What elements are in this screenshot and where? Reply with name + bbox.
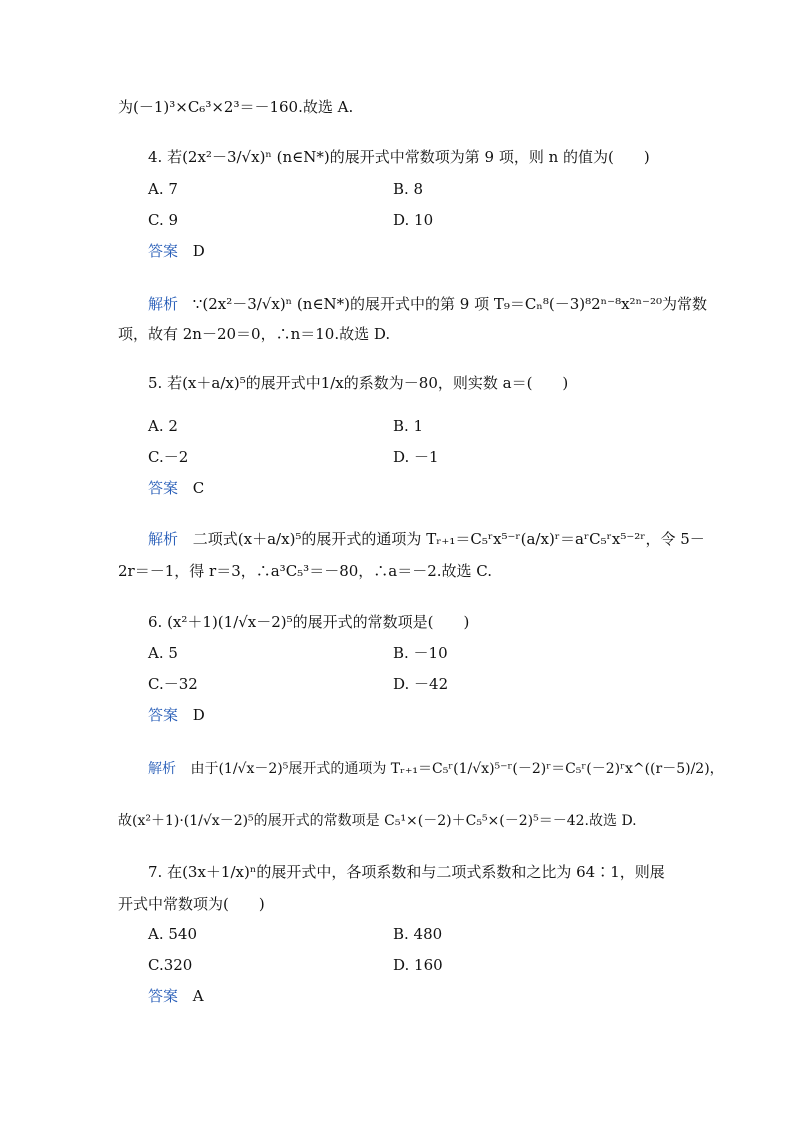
answer-label: 答案 <box>148 987 179 1005</box>
q7-answer <box>148 986 204 1006</box>
q4-answer <box>148 241 205 261</box>
solution-label: 解析 <box>148 761 176 777</box>
q7-option-b: B. 480 <box>393 925 443 943</box>
q5-answer <box>148 478 204 498</box>
solution-text: 二项式(x＋a/x)⁵的展开式的通项为 Tᵣ₊₁＝C₅ʳx⁵⁻ʳ(a/x)ʳ＝aʳC₅ʳx⁵⁻²ʳ，令 5－ <box>192 530 705 548</box>
q6-option-d: D. －42 <box>393 675 449 693</box>
q6-option-c: C.－32 <box>148 675 198 693</box>
q4-option-b: B. 8 <box>393 180 424 198</box>
q5-solution <box>148 529 705 549</box>
question-7: 7. 在(3x＋1/x)ⁿ的展开式中，各项系数和与二项式系数和之比为 64∶1，则展 <box>148 863 665 881</box>
answer-label: 答案 <box>148 706 179 724</box>
q5-option-c: C.－2 <box>148 448 189 466</box>
solution-label: 解析 <box>148 530 179 548</box>
answer-label: 答案 <box>148 479 179 497</box>
answer-value: D <box>192 242 205 260</box>
q7-option-a: A. 540 <box>148 925 197 943</box>
solution-text: 由于(1/√x－2)⁵展开式的通项为 Tᵣ₊₁＝C₅ʳ(1/√x)⁵⁻ʳ(－2)ʳ＝C₅ʳ(－2)ʳx^((r－5)/2)， <box>190 761 724 777</box>
question-4: 4. 若(2x²－3/√x)ⁿ (n∈N*)的展开式中常数项为第 9 项，则 n 的值为( ) <box>148 148 650 166</box>
line-prev-solution: 为(－1)³×C₆³×2³＝－160.故选 A. <box>118 98 354 116</box>
question-6: 6. (x²＋1)(1/√x－2)⁵的展开式的常数项是( ) <box>148 613 470 631</box>
answer-value: D <box>192 706 205 724</box>
q5-option-a: A. 2 <box>148 417 178 435</box>
q6-answer <box>148 705 205 725</box>
q6-solution <box>148 759 724 779</box>
q4-option-c: C. 9 <box>148 211 179 229</box>
answer-value: A <box>192 987 204 1005</box>
answer-label: 答案 <box>148 242 179 260</box>
q4-solution-cont: 项，故有 2n－20＝0，∴n＝10.故选 D. <box>118 325 391 343</box>
q5-option-b: B. 1 <box>393 417 424 435</box>
question-7-cont: 开式中常数项为( ) <box>118 895 265 913</box>
q6-solution-cont: 故(x²＋1)·(1/√x－2)⁵的展开式的常数项是 C₅¹×(－2)＋C₅⁵×(－2)⁵＝－42.故选 D. <box>118 813 637 829</box>
q7-option-d: D. 160 <box>393 956 443 974</box>
q6-option-a: A. 5 <box>148 644 178 662</box>
solution-text: ∵(2x²－3/√x)ⁿ (n∈N*)的展开式中的第 9 项 T₉＝Cₙ⁸(－3)⁸2ⁿ⁻⁸x²ⁿ⁻²⁰为常数 <box>192 295 708 313</box>
q4-option-d: D. 10 <box>393 211 434 229</box>
q5-option-d: D. －1 <box>393 448 439 466</box>
q4-option-a: A. 7 <box>148 180 178 198</box>
question-5: 5. 若(x＋a/x)⁵的展开式中1/x的系数为－80，则实数 a＝( ) <box>148 374 569 392</box>
q7-option-c: C.320 <box>148 956 193 974</box>
q6-option-b: B. －10 <box>393 644 448 662</box>
solution-label: 解析 <box>148 295 179 313</box>
q5-solution-cont: 2r＝－1，得 r＝3，∴a³C₅³＝－80，∴a＝－2.故选 C. <box>118 562 493 580</box>
answer-value: C <box>192 479 205 497</box>
q4-solution <box>148 294 707 314</box>
